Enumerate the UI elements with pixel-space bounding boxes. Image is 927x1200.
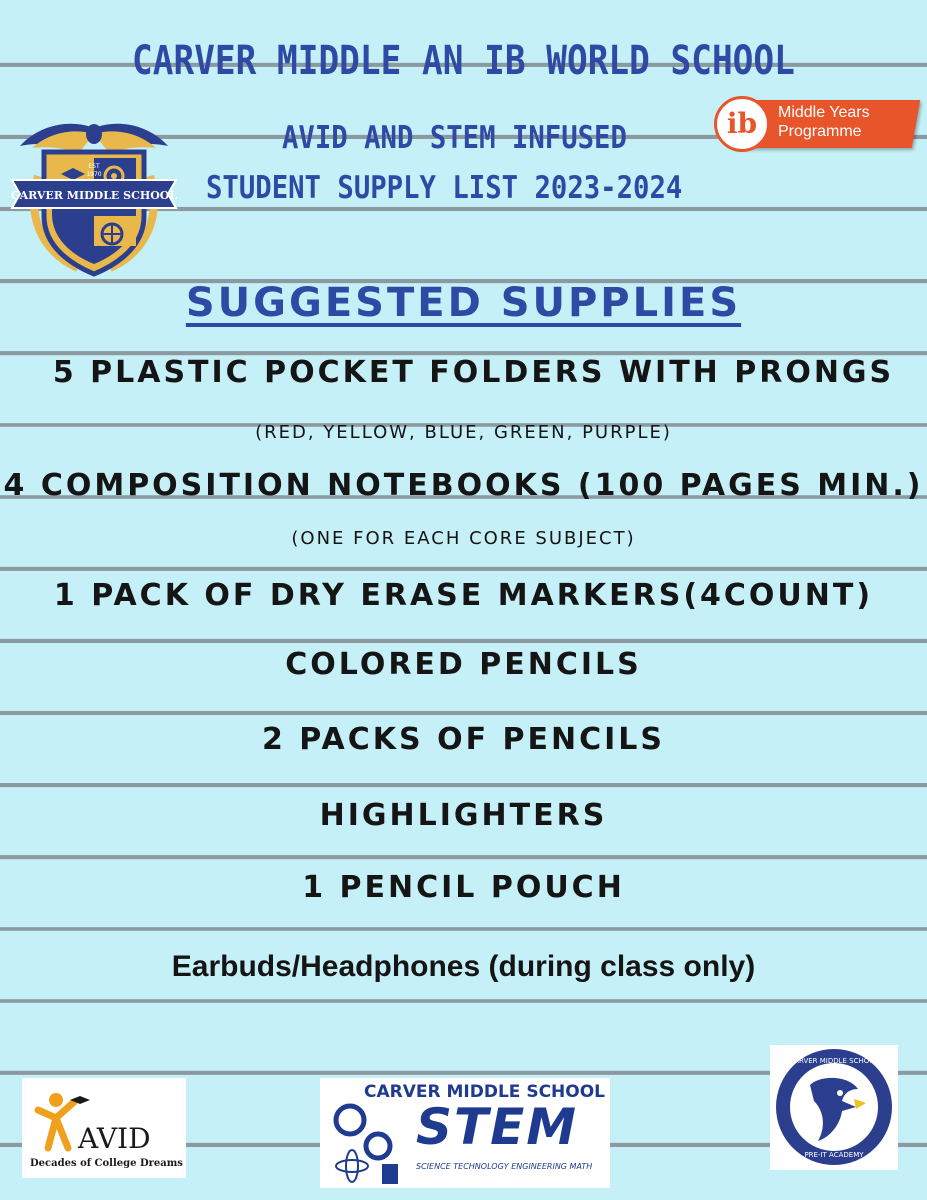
ib-mpy-logo xyxy=(712,96,920,156)
crest-est: EST xyxy=(88,163,100,170)
supply-item-markers: 1 PACK OF DRY ERASE MARKERS(4COUNT) xyxy=(53,578,874,613)
page-title: CARVER MIDDLE AN IB WORLD SCHOOL xyxy=(132,38,795,84)
crest-school-name: CARVER MIDDLE SCHOOL xyxy=(10,189,178,202)
stem-gears-icon xyxy=(324,1100,404,1186)
crest-year: 1970 xyxy=(86,171,102,178)
section-title: SUGGESTED SUPPLIES xyxy=(185,280,742,326)
stem-word: STEM xyxy=(416,1098,579,1156)
ib-line-2: Programme xyxy=(778,123,862,140)
supply-item-earbuds: Earbuds/Headphones (during class only) xyxy=(171,950,756,983)
supply-item-pencil-pouch: 1 PENCIL POUCH xyxy=(302,870,625,905)
seal-bottom-text: PRE-IT ACADEMY xyxy=(804,1151,864,1159)
ib-circle: ib xyxy=(714,96,770,152)
supply-item-notebooks: 4 COMPOSITION NOTEBOOKS (100 PAGES MIN.) xyxy=(3,468,924,503)
supply-item-folders: 5 PLASTIC POCKET FOLDERS WITH PRONGS xyxy=(52,355,895,390)
supply-item-colored-pencils: COLORED PENCILS xyxy=(285,647,642,682)
pre-it-academy-seal xyxy=(770,1045,898,1170)
avid-tagline: Decades of College Dreams xyxy=(30,1158,183,1169)
supply-item-folders-note: (RED, YELLOW, BLUE, GREEN, PURPLE) xyxy=(255,422,672,443)
stem-logo xyxy=(320,1078,610,1188)
stem-tagline: SCIENCE TECHNOLOGY ENGINEERING MATH xyxy=(416,1162,593,1171)
avid-name: AVID xyxy=(78,1122,151,1155)
seal-top-text: CARVER MIDDLE SCHOOL xyxy=(789,1057,879,1065)
supply-item-pencils: 2 PACKS OF PENCILS xyxy=(261,722,665,757)
crest-graphic xyxy=(8,116,180,282)
subtitle-line-1: AVID AND STEM INFUSED xyxy=(282,120,627,156)
supply-item-highlighters: HIGHLIGHTERS xyxy=(319,798,608,833)
supply-item-notebooks-note: (ONE FOR EACH CORE SUBJECT) xyxy=(291,528,636,549)
avid-logo xyxy=(22,1078,186,1178)
ib-line-1: Middle Years xyxy=(778,104,870,121)
school-crest-logo xyxy=(8,116,180,282)
stem-school-name: CARVER MIDDLE SCHOOL xyxy=(364,1082,606,1102)
subtitle-line-2: STUDENT SUPPLY LIST 2023-2024 xyxy=(206,170,683,206)
